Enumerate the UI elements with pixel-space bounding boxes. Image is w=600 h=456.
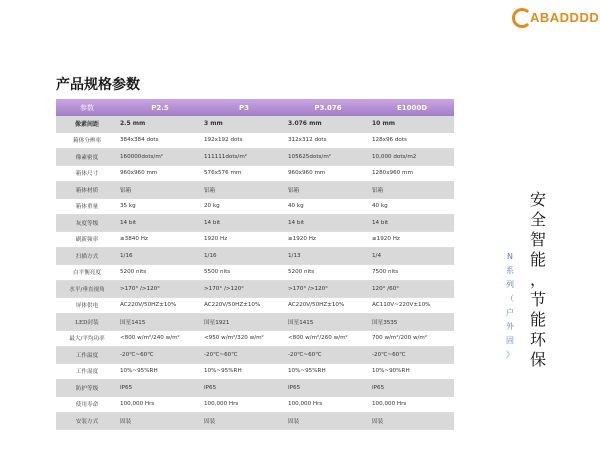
table-cell: 10%~95%RH (118, 363, 202, 380)
series-char: 》 (506, 350, 514, 359)
table-row (56, 149, 454, 166)
series-label (502, 250, 518, 362)
table-row (56, 380, 454, 397)
table-row (56, 182, 454, 199)
table-cell: 国星1415 (118, 314, 202, 331)
table-cell: 10,000 dots/m2 (370, 149, 454, 166)
brand-logo: ABADDDD (530, 10, 600, 25)
table-cell: 120° /60° (370, 281, 454, 298)
table-cell: 14 bit (202, 215, 286, 232)
table-cell: 960x960 mm (286, 165, 370, 182)
table-cell: -20℃~60℃ (118, 347, 202, 364)
slogan-char: 智 (529, 230, 546, 249)
table-cell: 5200 nits (286, 264, 370, 281)
table-cell: IP65 (118, 380, 202, 397)
table-cell: 固装 (118, 413, 202, 430)
header-cell: P3 (202, 99, 286, 116)
row-label: 工作湿度 (56, 363, 118, 380)
table-cell: -20℃~60℃ (370, 347, 454, 364)
table-cell: -20℃~60℃ (202, 347, 286, 364)
row-label: 箱体尺寸 (56, 165, 118, 182)
series-char: （ (506, 294, 514, 303)
table-cell: <800 w/m²/260 w/m² (286, 330, 370, 347)
header-cell: P3.076 (286, 99, 370, 116)
row-label: 箱体重量 (56, 198, 118, 215)
slogan-char: 环 (529, 330, 546, 349)
table-cell: 100,000 Hrs (202, 396, 286, 413)
table-cell: 100,000 Hrs (370, 396, 454, 413)
table-cell: 1920 Hz (202, 231, 286, 248)
table-cell: 5200 nits (118, 264, 202, 281)
table-row (56, 248, 454, 265)
slogan-char: 安 (529, 190, 546, 209)
table-cell: 700 w/m²/200 w/m² (370, 330, 454, 347)
table-row (56, 314, 454, 331)
slogan-char: 保 (529, 350, 546, 369)
brand-logo-icon (512, 8, 532, 28)
table-cell: 1/4 (370, 248, 454, 265)
table-cell: 100,000 Hrs (286, 396, 370, 413)
table-cell: IP65 (286, 380, 370, 397)
table-cell: IP65 (202, 380, 286, 397)
slogan-char: 能 (529, 310, 546, 329)
table-cell: 3 mm (202, 116, 286, 132)
row-label: 水平/垂直视角 (56, 281, 118, 298)
header-cell: 参数 (56, 99, 118, 116)
row-label: 扫描方式 (56, 248, 118, 265)
slogan-char: 全 (529, 210, 546, 229)
table-cell: 160000dots/m² (118, 149, 202, 166)
table-cell: 105625dots/m² (286, 149, 370, 166)
table-row (56, 116, 454, 132)
table-cell: 固装 (202, 413, 286, 430)
table-row (56, 330, 454, 347)
table-row (56, 413, 454, 430)
table-cell: IP65 (370, 380, 454, 397)
row-label: 灰度等级 (56, 215, 118, 232)
table-cell: 国星1415 (286, 314, 370, 331)
table-cell: 40 kg (286, 198, 370, 215)
table-row (56, 198, 454, 215)
table-cell: >170° />120° (286, 281, 370, 298)
table-cell: 128x96 dots (370, 132, 454, 149)
table-row (56, 281, 454, 298)
table-cell: 1/13 (286, 248, 370, 265)
series-char: N (507, 252, 513, 261)
table-cell: 10%~95%RH (286, 363, 370, 380)
table-row (56, 264, 454, 281)
series-char: 固 (506, 336, 514, 345)
table-row (56, 132, 454, 149)
table-cell: 384x384 dots (118, 132, 202, 149)
table-cell: ≥1920 Hz (286, 231, 370, 248)
table-cell: -20℃~60℃ (286, 347, 370, 364)
row-label: 最大/平均功率 (56, 330, 118, 347)
table-cell: 312x312 dots (286, 132, 370, 149)
table-cell: 100,000 Hrs (118, 396, 202, 413)
table-row (56, 215, 454, 232)
table-cell: 40 kg (370, 198, 454, 215)
table-cell: >170° />120° (202, 281, 286, 298)
table-row (56, 297, 454, 314)
table-cell: ≥1920 Hz (370, 231, 454, 248)
table-cell: >170° />120° (118, 281, 202, 298)
series-char: 外 (506, 322, 514, 331)
row-label: 箱体材质 (56, 182, 118, 199)
slogan-char: 能 (529, 250, 546, 269)
table-cell: 铝箱 (286, 182, 370, 199)
table-cell: 国星1921 (202, 314, 286, 331)
table-cell: 5500 nits (202, 264, 286, 281)
table-cell: 10%~90%RH (370, 363, 454, 380)
header-cell: P2.5 (118, 99, 202, 116)
table-cell: 10%~95%RH (202, 363, 286, 380)
table-cell: 960x960 mm (118, 165, 202, 182)
table-cell: 14 bit (118, 215, 202, 232)
table-row (56, 347, 454, 364)
table-cell: 2.5 mm (118, 116, 202, 132)
table-cell: 铝箱 (118, 182, 202, 199)
row-label: 刷新频率 (56, 231, 118, 248)
series-char: 户 (506, 308, 514, 317)
table-cell: 14 bit (370, 215, 454, 232)
table-cell: 10 mm (370, 116, 454, 132)
table-cell: 3.076 mm (286, 116, 370, 132)
table-cell: 固装 (370, 413, 454, 430)
row-label: 白平衡亮度 (56, 264, 118, 281)
row-label: 工作温度 (56, 347, 118, 364)
table-cell: 1280x960 mm (370, 165, 454, 182)
row-label: 屏体供电 (56, 297, 118, 314)
table-cell: 35 kg (118, 198, 202, 215)
table-cell: <950 w/m²/320 w/m² (202, 330, 286, 347)
table-cell: <800 w/m²/240 w/m² (118, 330, 202, 347)
spec-table (56, 99, 454, 430)
series-char: 列 (506, 280, 514, 289)
row-label: 像素间距 (56, 116, 118, 132)
table-header-row (56, 99, 454, 116)
row-label: 防护等级 (56, 380, 118, 397)
table-cell: 铝箱 (370, 182, 454, 199)
slogan (528, 190, 548, 370)
row-label: 安装方式 (56, 413, 118, 430)
table-cell: 111111dots/m² (202, 149, 286, 166)
table-row (56, 363, 454, 380)
table-cell: AC110V~220V±10% (370, 297, 454, 314)
table-cell: 1/16 (118, 248, 202, 265)
table-cell: AC220V/50HZ±10% (202, 297, 286, 314)
row-label: 箱体分辨率 (56, 132, 118, 149)
table-cell: 铝箱 (202, 182, 286, 199)
table-cell: AC220V/50HZ±10% (118, 297, 202, 314)
table-cell: 192x192 dots (202, 132, 286, 149)
series-char: 系 (506, 266, 514, 275)
table-row (56, 165, 454, 182)
table-cell: 20 kg (202, 198, 286, 215)
table-cell: 1/16 (202, 248, 286, 265)
table-cell: AC220V/50HZ±10% (286, 297, 370, 314)
table-cell: 7500 nits (370, 264, 454, 281)
table-row (56, 396, 454, 413)
table-cell: ≥3840 Hz (118, 231, 202, 248)
page-title: 产品规格参数 (56, 77, 140, 93)
row-label: 使用寿命 (56, 396, 118, 413)
header-cell: E1000D (370, 99, 454, 116)
table-cell: 固装 (286, 413, 370, 430)
row-label: 像素密度 (56, 149, 118, 166)
row-label: LED封装 (56, 314, 118, 331)
table-cell: 国星3535 (370, 314, 454, 331)
slogan-char: 节 (529, 290, 546, 309)
table-cell: 576x576 mm (202, 165, 286, 182)
table-cell: 14 bit (286, 215, 370, 232)
table-row (56, 231, 454, 248)
slogan-char: ， (529, 270, 546, 289)
